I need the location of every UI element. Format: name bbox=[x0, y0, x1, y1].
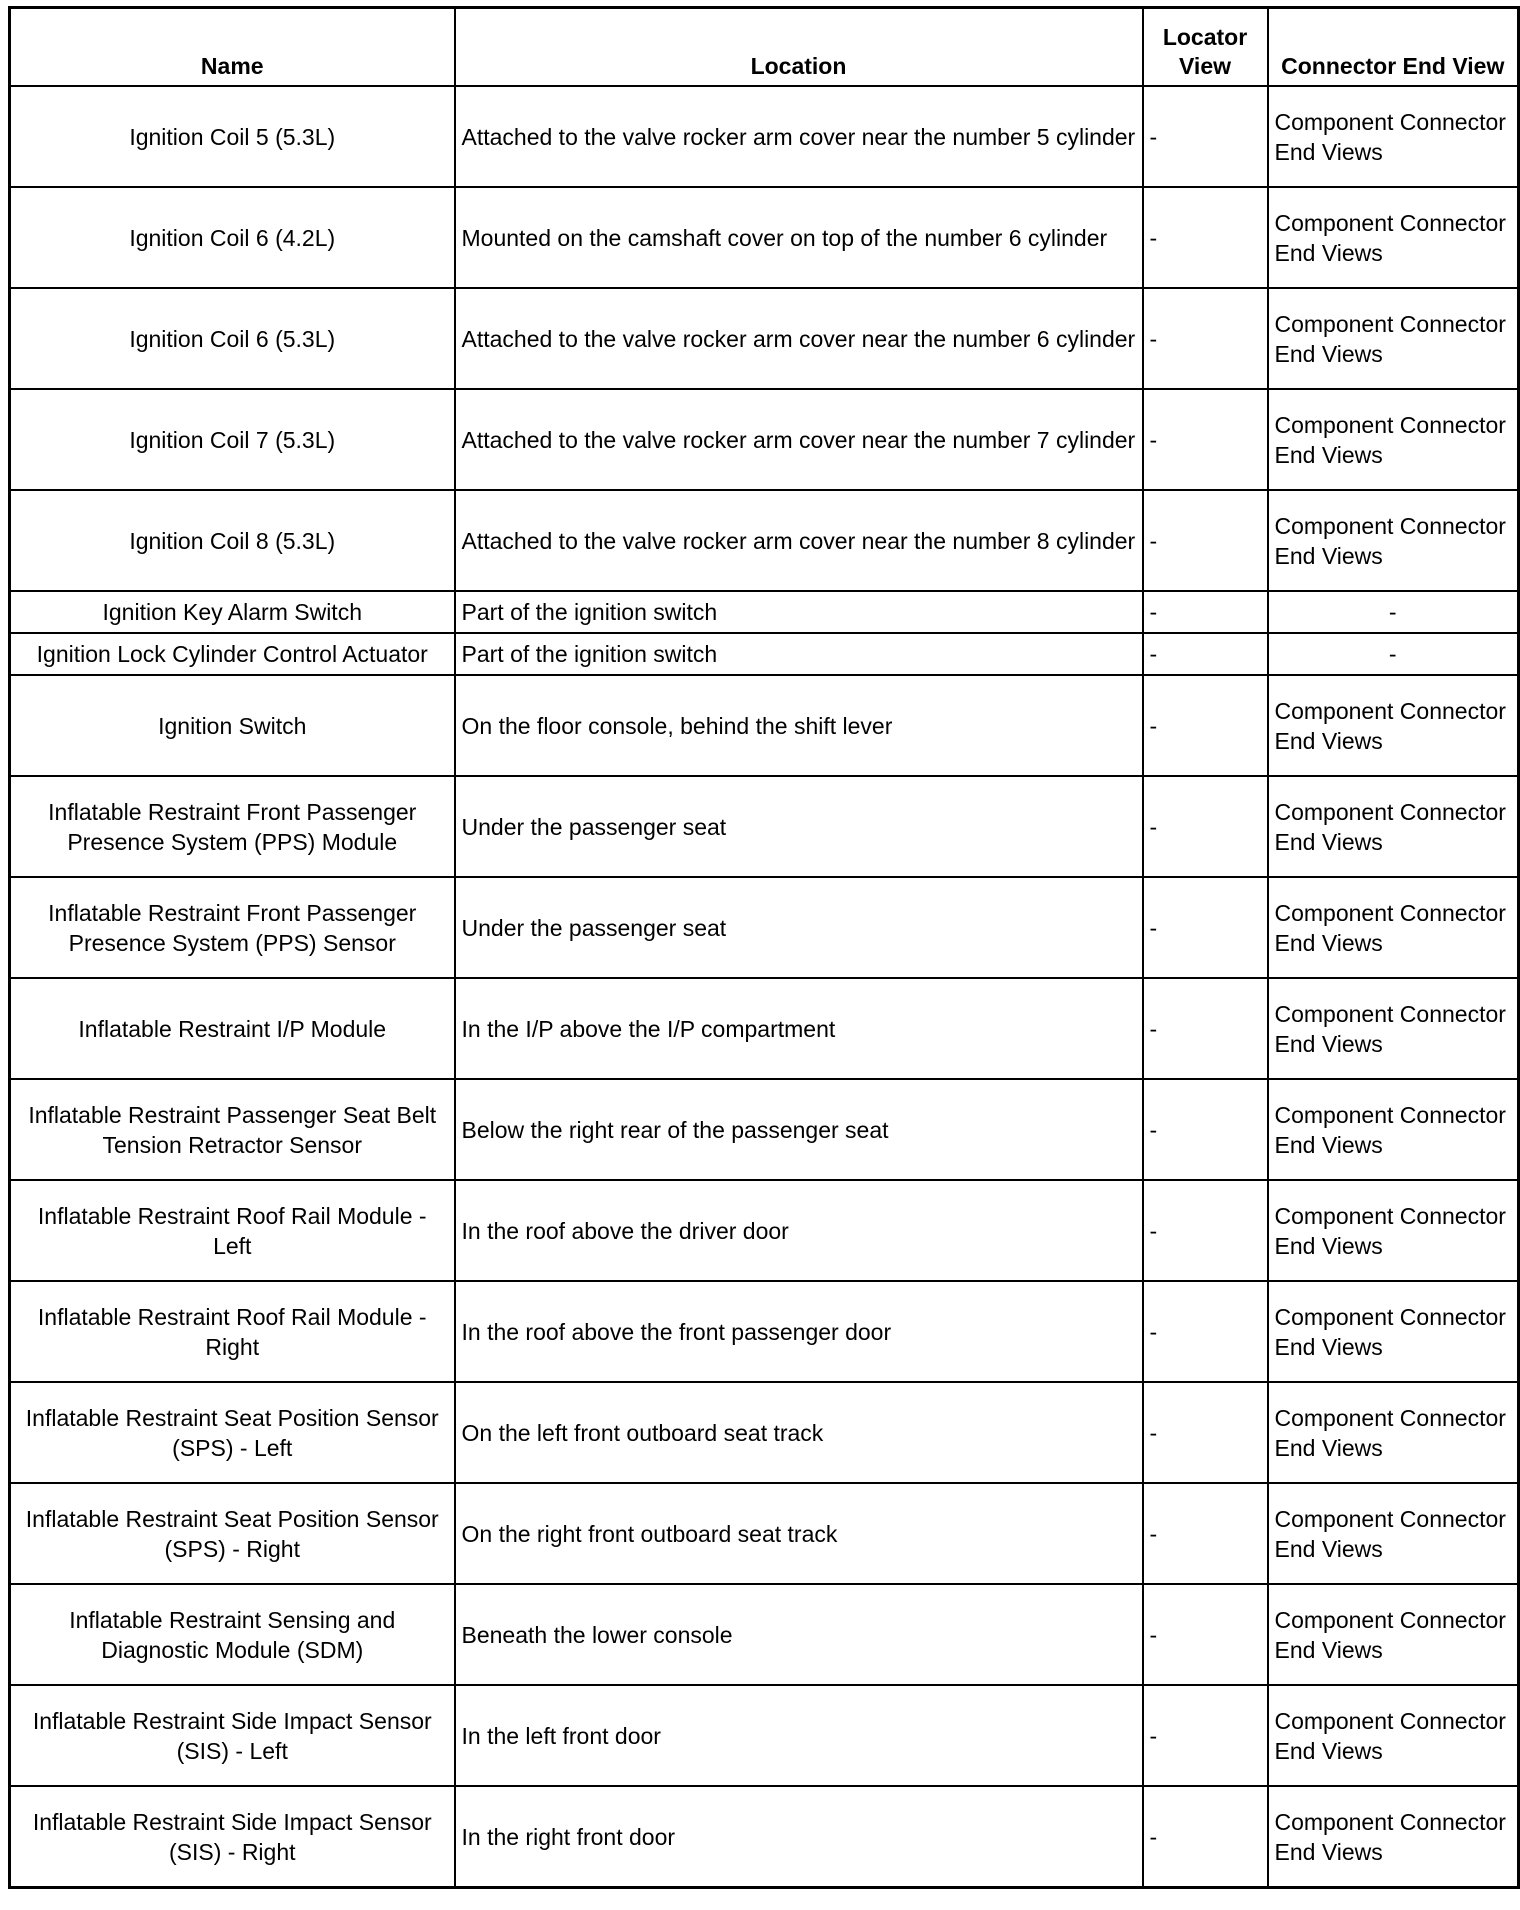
component-locator-table bbox=[8, 6, 1520, 1889]
table-row bbox=[10, 490, 1519, 591]
row-location: In the roof above the driver door bbox=[455, 1180, 1143, 1281]
row-name: Ignition Coil 7 (5.3L) bbox=[10, 389, 455, 490]
row-connector-end-view: Component Connector End Views bbox=[1268, 86, 1519, 187]
row-location: Attached to the valve rocker arm cover near the number 5 cylinder bbox=[455, 86, 1143, 187]
table-row bbox=[10, 633, 1519, 675]
row-connector-end-view: Component Connector End Views bbox=[1268, 187, 1519, 288]
row-name: Ignition Coil 6 (5.3L) bbox=[10, 288, 455, 389]
row-locator-view: - bbox=[1143, 1786, 1268, 1888]
row-locator-view: - bbox=[1143, 1584, 1268, 1685]
row-connector-end-view: Component Connector End Views bbox=[1268, 1382, 1519, 1483]
table-row bbox=[10, 978, 1519, 1079]
row-connector-end-view: Component Connector End Views bbox=[1268, 1281, 1519, 1382]
row-location: Beneath the lower console bbox=[455, 1584, 1143, 1685]
row-connector-end-view: Component Connector End Views bbox=[1268, 490, 1519, 591]
row-name: Inflatable Restraint Sensing and Diagnostic Module (SDM) bbox=[10, 1584, 455, 1685]
table-row bbox=[10, 1584, 1519, 1685]
row-name: Inflatable Restraint Front Passenger Presence System (PPS) Sensor bbox=[10, 877, 455, 978]
row-connector-end-view: Component Connector End Views bbox=[1268, 1786, 1519, 1888]
row-location: In the I/P above the I/P compartment bbox=[455, 978, 1143, 1079]
table-row bbox=[10, 1483, 1519, 1584]
table-row bbox=[10, 389, 1519, 490]
row-connector-end-view: Component Connector End Views bbox=[1268, 1483, 1519, 1584]
row-name: Inflatable Restraint Side Impact Sensor (SIS) - Left bbox=[10, 1685, 455, 1786]
row-locator-view: - bbox=[1143, 1382, 1268, 1483]
row-location: Attached to the valve rocker arm cover near the number 7 cylinder bbox=[455, 389, 1143, 490]
header-location: Location bbox=[455, 8, 1143, 87]
row-name: Inflatable Restraint Seat Position Sensor (SPS) - Right bbox=[10, 1483, 455, 1584]
row-connector-end-view: Component Connector End Views bbox=[1268, 978, 1519, 1079]
row-location: In the left front door bbox=[455, 1685, 1143, 1786]
table-row bbox=[10, 776, 1519, 877]
row-name: Inflatable Restraint Side Impact Sensor (SIS) - Right bbox=[10, 1786, 455, 1888]
row-name: Inflatable Restraint Roof Rail Module - Left bbox=[10, 1180, 455, 1281]
row-location: Below the right rear of the passenger seat bbox=[455, 1079, 1143, 1180]
row-name: Ignition Coil 8 (5.3L) bbox=[10, 490, 455, 591]
row-name: Inflatable Restraint Seat Position Sensor (SPS) - Left bbox=[10, 1382, 455, 1483]
row-locator-view: - bbox=[1143, 1685, 1268, 1786]
row-location: In the roof above the front passenger door bbox=[455, 1281, 1143, 1382]
row-locator-view: - bbox=[1143, 490, 1268, 591]
row-location: On the right front outboard seat track bbox=[455, 1483, 1143, 1584]
row-location: On the floor console, behind the shift lever bbox=[455, 675, 1143, 776]
row-location: Under the passenger seat bbox=[455, 877, 1143, 978]
row-locator-view: - bbox=[1143, 1281, 1268, 1382]
table-row bbox=[10, 1382, 1519, 1483]
row-location: On the left front outboard seat track bbox=[455, 1382, 1143, 1483]
row-connector-end-view: Component Connector End Views bbox=[1268, 776, 1519, 877]
row-connector-end-view: Component Connector End Views bbox=[1268, 1685, 1519, 1786]
row-connector-end-view: - bbox=[1268, 591, 1519, 633]
table-row bbox=[10, 1281, 1519, 1382]
row-connector-end-view: Component Connector End Views bbox=[1268, 1180, 1519, 1281]
row-name: Inflatable Restraint Passenger Seat Belt Tension Retractor Sensor bbox=[10, 1079, 455, 1180]
row-name: Ignition Coil 5 (5.3L) bbox=[10, 86, 455, 187]
row-name: Ignition Coil 6 (4.2L) bbox=[10, 187, 455, 288]
row-connector-end-view: Component Connector End Views bbox=[1268, 1079, 1519, 1180]
row-connector-end-view: Component Connector End Views bbox=[1268, 288, 1519, 389]
row-locator-view: - bbox=[1143, 86, 1268, 187]
row-locator-view: - bbox=[1143, 1079, 1268, 1180]
table-row bbox=[10, 1685, 1519, 1786]
row-locator-view: - bbox=[1143, 187, 1268, 288]
row-name: Inflatable Restraint Roof Rail Module - Right bbox=[10, 1281, 455, 1382]
row-locator-view: - bbox=[1143, 591, 1268, 633]
row-location: Part of the ignition switch bbox=[455, 591, 1143, 633]
row-connector-end-view: Component Connector End Views bbox=[1268, 1584, 1519, 1685]
table-row bbox=[10, 591, 1519, 633]
row-location: Attached to the valve rocker arm cover near the number 6 cylinder bbox=[455, 288, 1143, 389]
row-locator-view: - bbox=[1143, 776, 1268, 877]
table-row bbox=[10, 1180, 1519, 1281]
table-row bbox=[10, 877, 1519, 978]
row-locator-view: - bbox=[1143, 978, 1268, 1079]
table-body bbox=[10, 86, 1519, 1888]
row-connector-end-view: Component Connector End Views bbox=[1268, 675, 1519, 776]
table-row bbox=[10, 1786, 1519, 1888]
row-name: Inflatable Restraint I/P Module bbox=[10, 978, 455, 1079]
row-locator-view: - bbox=[1143, 1180, 1268, 1281]
row-name: Ignition Lock Cylinder Control Actuator bbox=[10, 633, 455, 675]
table-row bbox=[10, 1079, 1519, 1180]
row-name: Inflatable Restraint Front Passenger Presence System (PPS) Module bbox=[10, 776, 455, 877]
row-locator-view: - bbox=[1143, 877, 1268, 978]
row-location: Attached to the valve rocker arm cover near the number 8 cylinder bbox=[455, 490, 1143, 591]
row-connector-end-view: Component Connector End Views bbox=[1268, 877, 1519, 978]
row-connector-end-view: - bbox=[1268, 633, 1519, 675]
table-header-row bbox=[10, 8, 1519, 87]
row-name: Ignition Key Alarm Switch bbox=[10, 591, 455, 633]
row-locator-view: - bbox=[1143, 675, 1268, 776]
row-locator-view: - bbox=[1143, 1483, 1268, 1584]
header-connector-end-view: Connector End View bbox=[1268, 8, 1519, 87]
row-location: Part of the ignition switch bbox=[455, 633, 1143, 675]
row-name: Ignition Switch bbox=[10, 675, 455, 776]
row-location: Under the passenger seat bbox=[455, 776, 1143, 877]
row-connector-end-view: Component Connector End Views bbox=[1268, 389, 1519, 490]
header-name: Name bbox=[10, 8, 455, 87]
row-locator-view: - bbox=[1143, 288, 1268, 389]
row-locator-view: - bbox=[1143, 633, 1268, 675]
table-row bbox=[10, 675, 1519, 776]
table-row bbox=[10, 86, 1519, 187]
header-locator-view: Locator View bbox=[1143, 8, 1268, 87]
table-row bbox=[10, 187, 1519, 288]
row-locator-view: - bbox=[1143, 389, 1268, 490]
row-location: In the right front door bbox=[455, 1786, 1143, 1888]
row-location: Mounted on the camshaft cover on top of the number 6 cylinder bbox=[455, 187, 1143, 288]
table-row bbox=[10, 288, 1519, 389]
